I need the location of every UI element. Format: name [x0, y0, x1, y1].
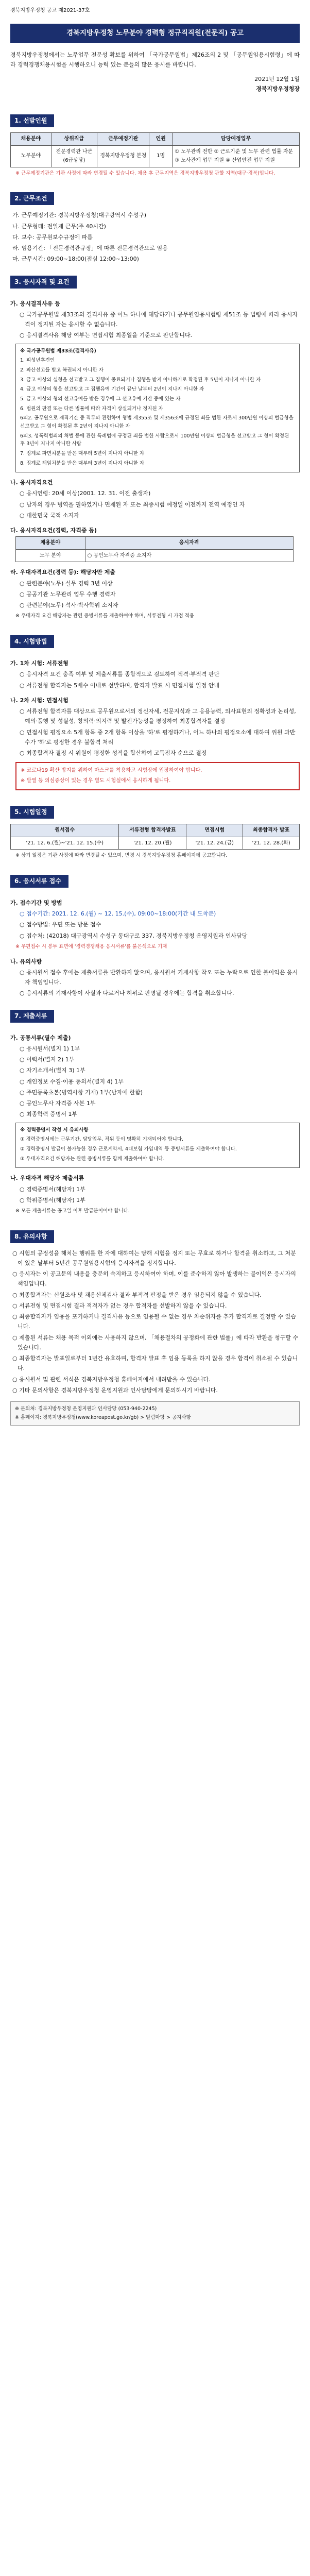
list-item: ○ 최종합격자는 발표일로부터 1년간 유효하며, 합격자 발표 후 임용 등록을 하지 않을 경우 합격이 취소될 수 있습니다.: [12, 1355, 298, 1372]
list-item: ○ 접수기간: 2021. 12. 6.(월) ~ 12. 15.(수), 09:00~18:00(기간 내 도착분): [20, 910, 216, 918]
list-item: ○ 응시원서 및 관련 서식은 경북지방우정청 홈페이지에서 내려받을 수 있습니다.: [12, 1376, 211, 1383]
section-heading-eligibility: 3. 응시자격 및 요건: [10, 276, 77, 289]
list-item: ○ 접수처: (42018) 대구광역시 수성구 동대구로 337, 경북지방우정청 운영지원과 인사담당: [20, 932, 248, 939]
table-header-row: [16, 537, 294, 550]
table-cell: '21. 12. 6.(월)~'21. 12. 15.(수): [11, 837, 119, 850]
list-item: ○ 자기소개서(별지 3) 1부: [20, 1067, 85, 1074]
list-item: ○ 공인노무사 자격증 사본 1부: [20, 1100, 96, 1107]
section-heading-selection: 1. 선발인원: [10, 114, 54, 127]
list-item: ○ 최종합격자가 임용을 포기하거나 결격사유 등으로 임용될 수 없는 경우 차순위자를 추가 합격자로 결정할 수 있습니다.: [12, 1313, 296, 1330]
list-item: 마. 근무시간: 09:00~18:00(점심 12:00~13:00): [12, 256, 139, 263]
list-item: ○ 학위증명서(해당자) 1부: [20, 1196, 85, 1204]
list-item: ○ 최종합격자 결정 시 위원이 평정한 성적을 합산하여 고득점자 순으로 결정: [20, 750, 207, 757]
list-item: ○ 경력증명서(해당자) 1부: [20, 1185, 85, 1193]
subsection-heading: 다. 응시자격요건(경력, 자격증 등): [10, 527, 97, 534]
list-item: ○ 남자의 경우 병역을 필하였거나 면제된 자 또는 최종시험 예정일 이전까지 전역 예정인 자: [20, 501, 245, 508]
list-item: ○ 응시결격사유 해당 여부는 면접시험 최종일을 기준으로 판단합니다.: [20, 332, 193, 339]
list-item: ○ 최종학력 증명서 1부: [20, 1111, 78, 1118]
table-row: [11, 837, 300, 850]
list-item: ○ 응시원서 접수 후에는 제출서류를 반환하지 않으며, 응시원서 기재사항 착오 또는 누락으로 인한 불이익은 응시자 책임입니다.: [20, 969, 298, 986]
table-header-cell: 원서접수: [11, 824, 119, 837]
schedule-table: [10, 824, 300, 850]
list-item: ○ 이력서(별지 2) 1부: [20, 1056, 75, 1063]
list-item: 가. 근무예정기관: 경북지방우정청(대구광역시 수성구): [12, 212, 147, 219]
list-item: ○ 관련분야(노무) 석사·박사학위 소지자: [20, 602, 118, 609]
box-line: 6의3. 성폭력범죄의 처벌 등에 관한 특례법에 규정된 죄를 범한 사람으로서 100만원 이상의 벌금형을 선고받고 그 형이 확정된 후 3년이 지나지 아니한 사람: [20, 433, 289, 447]
list-item: ○ 응시서류의 기재사항이 사실과 다르거나 허위로 판명될 경우에는 합격을 취소합니다.: [20, 990, 234, 997]
documents-note: ※ 모든 제출서류는 공고일 이후 발급분이어야 합니다.: [15, 1208, 130, 1214]
box-line: 6. 법원의 판결 또는 다른 법률에 따라 자격이 상실되거나 정지된 자: [20, 405, 163, 412]
application-note: ※ 우편접수 시 봉투 표면에 '경력경쟁채용 응시서류'를 붉은색으로 기재: [15, 943, 167, 950]
covid-notice-box: [15, 762, 300, 790]
box-line: ③ 우대자격요건 해당자는 관련 증빙서류를 함께 제출하여야 합니다.: [20, 1156, 165, 1162]
section-heading-conditions: 2. 근무조건: [10, 192, 54, 205]
list-item: ○ 개인정보 수집·이용 동의서(별지 4) 1부: [20, 1078, 124, 1085]
box-line: 6의2. 공무원으로 재직기간 중 직무와 관련하여 형법 제355조 및 제356조에 규정된 죄를 범한 자로서 300만원 이상의 벌금형을 선고받고 그 형이 확정된 후 2년이 지나지 아니한 자: [20, 415, 294, 429]
list-item: ○ 응시자격 요건 충족 여부 및 제출서류를 종합적으로 검토하여 적격·부적격 판단: [20, 671, 220, 678]
list-item: ○ 제출된 서류는 채용 목적 이외에는 사용하지 않으며, 「채용절차의 공정화에 관한 법률」에 따라 반환을 청구할 수 있습니다.: [12, 1334, 299, 1351]
table-cell: ○ 공인노무사 자격증 소지자: [85, 549, 293, 562]
table-row: [16, 549, 294, 562]
table-row: [11, 145, 300, 167]
table-cell: ① 노무관리 전반 ② 근로기준 및 노무 관련 법률 자문 ③ 노사관계 업무 지원 ④ 산업안전 업무 지원: [173, 145, 300, 167]
table-header-cell: 상위직급: [51, 133, 97, 146]
contact-line: ※ 문의처: 경북지방우정청 운영지원과 인사담당 (053-940-2245): [15, 1406, 157, 1412]
list-item: 다. 보수: 공무원보수규정에 따름: [12, 233, 93, 241]
subsection-heading: 가. 접수기간 및 방법: [10, 899, 62, 906]
table-cell: '21. 12. 20.(월): [119, 837, 186, 850]
section-heading-notes: 8. 유의사항: [10, 1230, 54, 1243]
intro-paragraph: 경북지방우정청에서는 노무업무 전문성 확보를 위하여 「국가공무원법」제26조의 2 및 「공무원임용시험령」에 따라 경력경쟁채용시험을 시행하오니 능력 있는 분들의 많은 응시를 바랍니다.: [10, 52, 300, 69]
contact-box: [10, 1401, 300, 1426]
subsection-heading: 나. 응시자격요건: [10, 479, 53, 486]
list-item: ○ 공공기관 노무관리 업무 수행 경력자: [20, 590, 116, 598]
table-header-cell: 인원: [149, 133, 173, 146]
list-item: ○ 대한민국 국적 소지자: [20, 512, 79, 519]
list-item: ○ 접수방법: 우편 또는 방문 접수: [20, 921, 101, 928]
list-item: ○ 주민등록초본(병역사항 기재) 1부(남자에 한함): [20, 1089, 143, 1096]
list-item: ○ 시험의 공정성을 해치는 행위를 한 자에 대하여는 당해 시험을 정지 또는 무효로 하거나 합격을 취소하고, 그 처분이 있은 날부터 5년간 공무원임용시험의 응시자격을 정지합니다.: [12, 1249, 296, 1266]
subsection-heading: 가. 1차 시험: 서류전형: [10, 660, 68, 667]
section-heading-exam-method: 4. 시험방법: [10, 635, 54, 648]
box-line: ② 경력증명서 발급이 불가능한 경우 근로계약서, 4대보험 가입내역 등 증빙서류를 제출하여야 합니다.: [20, 1146, 237, 1152]
disqualification-box: [15, 344, 300, 473]
subsection-heading: 나. 2차 시험: 면접시험: [10, 697, 68, 704]
list-item: 나. 근무형태: 전일제 근무(주 40시간): [12, 223, 106, 230]
selection-note: ※ 근무예정기관은 기관 사정에 따라 변경될 수 있습니다. 채용 후 근무지역은 경북지방우정청 관할 지역(대구·경북)입니다.: [15, 170, 275, 176]
table-header-row: [11, 133, 300, 146]
table-header-cell: 근무예정기관: [97, 133, 149, 146]
list-item: ○ 응시연령: 20세 이상(2001. 12. 31. 이전 출생자): [20, 490, 151, 497]
box-line: 8. 징계로 해임처분을 받은 때부터 3년이 지나지 아니한 자: [20, 460, 145, 466]
table-header-cell: 채용분야: [11, 133, 51, 146]
selection-table: [10, 132, 300, 167]
table-header-cell: 면접시험: [186, 824, 243, 837]
table-cell: 전문경력관 나군 (6급상당): [51, 145, 97, 167]
notice-line: ※ 코로나19 확산 방지를 위하여 마스크를 착용하고 시험장에 입장하여야 합니다.: [21, 768, 202, 774]
schedule-note: ※ 상기 일정은 기관 사정에 따라 변경될 수 있으며, 변경 시 경북지방우정청 홈페이지에 공고합니다.: [15, 853, 228, 859]
box-line: ※ 경력증명서 작성 시 유의사항: [20, 1127, 89, 1133]
list-item: ○ 서류전형 및 면접시험 결과 적격자가 없는 경우 합격자를 선발하지 않을 수 있습니다.: [12, 1302, 227, 1309]
box-line: 2. 파산선고를 받고 복권되지 아니한 자: [20, 367, 104, 373]
career-certificate-box: [15, 1123, 300, 1168]
subsection-heading: 나. 유의사항: [10, 958, 42, 965]
subsection-heading: 라. 우대자격요건(경력 등): 해당자만 제출: [10, 569, 115, 576]
table-cell: 노무 분야: [16, 549, 85, 562]
section-heading-documents: 7. 제출서류: [10, 1010, 54, 1023]
section-heading-application: 6. 응시서류 접수: [10, 875, 68, 888]
box-line: ※ 국가공무원법 제33조(결격사유): [20, 348, 96, 354]
box-line: 3. 금고 이상의 실형을 선고받고 그 집행이 종료되거나 집행을 받지 아니하기로 확정된 후 5년이 지나지 아니한 자: [20, 377, 261, 383]
box-line: 4. 금고 이상의 형을 선고받고 그 집행유예 기간이 끝난 날부터 2년이 지나지 아니한 자: [20, 386, 204, 393]
list-item: 라. 임용기간: 「전문경력관규정」에 따른 전문경력관으로 임용: [12, 245, 168, 251]
table-header-row: [11, 824, 300, 837]
box-line: 1. 피성년후견인: [20, 358, 55, 364]
table-cell: '21. 12. 28.(화): [243, 837, 300, 850]
list-item: ○ 응시원서(별지 1) 1부: [20, 1045, 80, 1052]
list-item: ○ 서류전형 합격자는 5배수 이내로 선발하며, 합격자 발표 시 면접시험 일정 안내: [20, 682, 219, 689]
table-cell: 노무분야: [11, 145, 51, 167]
preference-note: ※ 우대자격 요건 해당자는 관련 증빙서류를 제출하여야 하며, 서류전형 시 가점 적용: [15, 613, 195, 619]
table-header-cell: 응시자격: [85, 537, 293, 550]
list-item: ○ 응시자는 이 공고문의 내용을 충분히 숙지하고 응시하여야 하며, 이를 준수하지 않아 발생하는 불이익은 응시자의 책임입니다.: [12, 1270, 296, 1287]
table-header-cell: 담당예정업무: [173, 133, 300, 146]
table-cell: 1명: [149, 145, 173, 167]
list-item: ○ 면접시험 평정요소 5개 항목 중 2개 항목 이상을 '하'로 평정하거나, 어느 하나의 평정요소에 대하여 위원 과반수가 '하'로 평정한 경우 불합격 처리: [20, 728, 296, 745]
subsection-heading: 가. 응시결격사유 등: [10, 300, 60, 307]
list-item: ○ 국가공무원법 제33조의 결격사유 중 어느 하나에 해당하거나 공무원임용시험령 제51조 등 법령에 따라 응시자격이 정지된 자는 응시할 수 없습니다.: [20, 311, 298, 328]
contact-line: ※ 홈페이지: 경북지방우정청(www.koreapost.go.kr/gb) > 알림마당 > 공지사항: [15, 1414, 191, 1420]
table-cell: '21. 12. 24.(금): [186, 837, 243, 850]
subsection-heading: 가. 공통서류(필수 제출): [10, 1034, 71, 1041]
announcement-date: 2021년 12월 1일: [254, 75, 300, 82]
box-line: 7. 징계로 파면처분을 받은 때부터 5년이 지나지 아니한 자: [20, 450, 145, 456]
table-header-cell: 채용분야: [16, 537, 85, 550]
list-item: ○ 기타 문의사항은 경북지방우정청 운영지원과 인사담당에게 문의하시기 바랍니다.: [12, 1386, 218, 1394]
page-title: 경북지방우정청 노무분야 경력형 정규직직원(전문직) 공고: [10, 24, 300, 43]
notice-line: ※ 발열 등 의심증상이 있는 경우 별도 시험실에서 응시하게 됩니다.: [21, 777, 171, 784]
table-cell: 경북지방우정청 본청: [97, 145, 149, 167]
list-item: ○ 서류전형 합격자를 대상으로 공무원으로서의 정신자세, 전문지식과 그 응용능력, 의사표현의 정확성과 논리성, 예의·품행 및 성실성, 창의력·의지력 및 발전가능성을 평정하여 최종합격자를 결정: [20, 708, 296, 725]
qualification-table: [15, 536, 294, 562]
section-heading-schedule: 5. 시험일정: [10, 806, 54, 819]
box-line: ① 경력증명서에는 근무기간, 담당업무, 직위 등이 명확히 기재되어야 합니다.: [20, 1137, 184, 1143]
announcement-page: [10, 0, 300, 1441]
table-header-cell: 최종합격자 발표: [243, 824, 300, 837]
announcement-number: 경북지방우정청 공고 제2021-37호: [10, 8, 90, 13]
issuing-org: 경북지방우정청장: [255, 85, 300, 92]
list-item: ○ 관련분야(노무) 실무 경력 3년 이상: [20, 580, 113, 587]
table-header-cell: 서류전형 합격자발표: [119, 824, 186, 837]
subsection-heading: 나. 우대자격 해당자 제출서류: [10, 1175, 84, 1182]
box-line: 5. 금고 이상의 형의 선고유예를 받은 경우에 그 선고유예 기간 중에 있는 자: [20, 396, 181, 402]
list-item: ○ 최종합격자는 신원조사 및 채용신체검사 결과 부적격 판정을 받은 경우 임용되지 않을 수 있습니다.: [12, 1291, 262, 1298]
